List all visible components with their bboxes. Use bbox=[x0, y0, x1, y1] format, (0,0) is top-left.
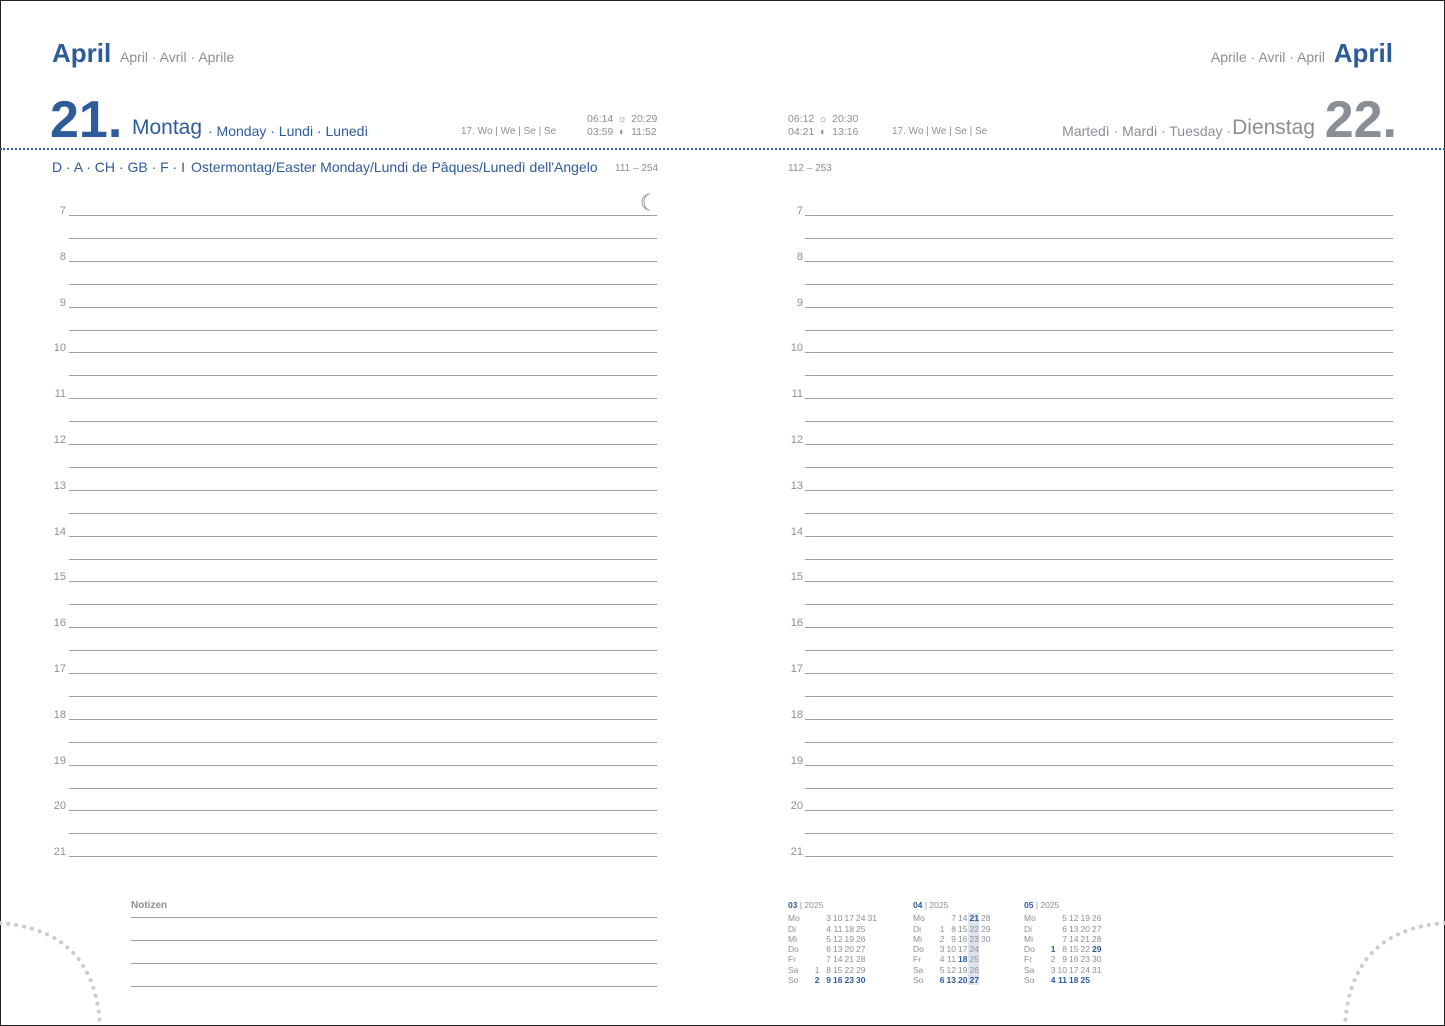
mini-calendar-day: 18 bbox=[958, 954, 968, 965]
right-hour-label: 16 bbox=[790, 617, 803, 630]
mini-calendar-day: 3 bbox=[939, 944, 945, 955]
mini-calendar-day bbox=[866, 965, 878, 975]
left-hour-label: 19 bbox=[53, 754, 66, 767]
holiday-countries: D · A · CH · GB · F · I bbox=[52, 159, 185, 175]
mini-calendar-day: 15 bbox=[958, 923, 968, 934]
mini-calendar-day: 10 bbox=[833, 913, 843, 924]
mini-calendar-day: 6 bbox=[826, 944, 831, 955]
mini-calendar-day: 21 bbox=[968, 913, 980, 923]
left-half-hour-line[interactable] bbox=[69, 696, 657, 697]
right-hour-label: 12 bbox=[790, 434, 803, 446]
mini-calendar-day: 8 bbox=[951, 923, 956, 934]
left-weekday: Montag bbox=[132, 116, 203, 139]
mini-calendar-weekday: Mo bbox=[913, 913, 925, 924]
mini-calendar-header: 05 | 2025 bbox=[1024, 900, 1060, 910]
left-weekday-translations: · Monday · Lundi · Lunedì bbox=[208, 123, 369, 139]
right-hour-label: 17 bbox=[790, 663, 803, 675]
right-half-hour-line[interactable] bbox=[805, 284, 1393, 285]
right-hour-label: 7 bbox=[796, 205, 803, 217]
mini-calendar-day: 18 bbox=[1069, 975, 1079, 986]
mini-calendar-day bbox=[1044, 913, 1056, 923]
mini-calendar-day bbox=[1090, 975, 1102, 985]
right-hour-label: 14 bbox=[790, 525, 803, 538]
mini-calendar-day: 29 bbox=[981, 923, 991, 934]
mini-calendar-day: 3 bbox=[1050, 964, 1056, 975]
mini-calendar-day: 24 bbox=[1080, 964, 1090, 975]
right-half-hour-line[interactable] bbox=[805, 513, 1393, 514]
mini-calendar-day: 7 bbox=[1062, 933, 1067, 944]
left-hour-line[interactable] bbox=[69, 352, 657, 353]
mini-calendar-day bbox=[933, 913, 945, 923]
left-hour-line[interactable] bbox=[69, 581, 657, 582]
left-hour-label: 16 bbox=[53, 617, 66, 630]
mini-calendar-day bbox=[866, 954, 878, 964]
right-hour-label: 19 bbox=[790, 754, 803, 767]
mini-calendar-day: 3 bbox=[826, 913, 831, 924]
moon-icon: ◐ bbox=[820, 126, 827, 138]
mini-calendar-day: 16 bbox=[833, 975, 843, 986]
mini-calendar-day bbox=[808, 934, 820, 944]
right-hour-line[interactable] bbox=[805, 398, 1393, 399]
right-hour-line[interactable] bbox=[805, 627, 1393, 628]
left-sunrise: 06:14 bbox=[587, 113, 614, 125]
mini-calendar-day: 27 bbox=[1092, 923, 1102, 934]
mini-calendar-day: 23 bbox=[1080, 954, 1090, 965]
header-dotted-divider bbox=[0, 148, 1445, 150]
mini-calendar-day bbox=[979, 944, 991, 954]
mini-calendar-day: 5 bbox=[939, 964, 945, 975]
mini-calendar-day: 11 bbox=[833, 923, 843, 934]
left-hour-label: 21 bbox=[53, 846, 66, 859]
mini-calendar-day bbox=[808, 924, 820, 934]
mini-calendar-day: 15 bbox=[833, 964, 843, 975]
mini-calendar-day: 13 bbox=[833, 944, 843, 955]
left-hour-line[interactable] bbox=[69, 856, 657, 857]
mini-calendar-weekday: Fr bbox=[788, 954, 797, 965]
mini-calendar-weekday: Sa bbox=[788, 964, 799, 975]
right-hour-label: 21 bbox=[790, 846, 803, 859]
right-hour-line[interactable] bbox=[805, 765, 1393, 766]
mini-calendar-day: 17 bbox=[844, 913, 854, 924]
decorative-dot-arc-left bbox=[0, 915, 110, 1026]
left-hour-label: 14 bbox=[53, 525, 66, 538]
notes-line[interactable] bbox=[131, 917, 657, 918]
mini-calendar-day: 24 bbox=[968, 944, 980, 954]
left-half-hour-line[interactable] bbox=[69, 330, 657, 331]
left-sun-moon-times bbox=[587, 113, 657, 139]
mini-calendar-day: 22 bbox=[1080, 944, 1090, 955]
left-hour-label: 12 bbox=[53, 434, 66, 446]
mini-calendar-day: 26 bbox=[1092, 913, 1102, 924]
mini-calendar-day: 28 bbox=[856, 954, 866, 965]
right-hour-line[interactable] bbox=[805, 215, 1393, 216]
mini-calendar-weekday: Di bbox=[1024, 923, 1033, 934]
left-hour-label: 15 bbox=[53, 571, 66, 584]
left-half-hour-line[interactable] bbox=[69, 421, 657, 422]
left-moonset: 11:52 bbox=[631, 126, 657, 138]
mini-calendar-weekday: Do bbox=[913, 944, 924, 955]
mini-calendar-day: 28 bbox=[1092, 933, 1102, 944]
left-hour-label: 7 bbox=[59, 205, 66, 217]
right-hour-line[interactable] bbox=[805, 719, 1393, 720]
left-half-hour-line[interactable] bbox=[69, 559, 657, 560]
mini-calendar-weekday: Fr bbox=[1024, 954, 1033, 965]
mini-calendar-day: 25 bbox=[968, 954, 980, 964]
right-half-hour-line[interactable] bbox=[805, 375, 1393, 376]
moon-icon: ◐ bbox=[619, 126, 626, 138]
right-hour-line[interactable] bbox=[805, 581, 1393, 582]
right-half-hour-line[interactable] bbox=[805, 833, 1393, 834]
mini-calendar-day bbox=[866, 934, 878, 944]
right-sun-moon-times bbox=[788, 113, 858, 139]
left-half-hour-line[interactable] bbox=[69, 513, 657, 514]
mini-calendar-day: 17 bbox=[1069, 964, 1079, 975]
mini-calendar-day: 14 bbox=[958, 913, 968, 924]
mini-calendar-day: 30 bbox=[981, 933, 991, 944]
left-hour-label: 11 bbox=[54, 388, 66, 401]
right-half-hour-line[interactable] bbox=[805, 559, 1393, 560]
notes-line[interactable] bbox=[131, 963, 657, 964]
mini-calendar-day: 19 bbox=[958, 964, 968, 975]
mini-calendar-april bbox=[913, 900, 991, 985]
left-hour-line[interactable] bbox=[69, 765, 657, 766]
mini-calendar-day: 21 bbox=[1080, 933, 1090, 944]
mini-calendar-header: 04 | 2025 bbox=[913, 900, 949, 910]
mini-calendar-weekday: Do bbox=[1024, 944, 1035, 955]
mini-calendar-day: 10 bbox=[1057, 964, 1067, 975]
mini-calendar-day: 16 bbox=[958, 933, 968, 944]
mini-calendar-day bbox=[1044, 934, 1056, 944]
mini-calendar-day: 5 bbox=[1062, 913, 1067, 924]
mini-calendar-day: 8 bbox=[1062, 944, 1067, 955]
right-sunset: 20:30 bbox=[832, 113, 859, 125]
right-hour-label: 13 bbox=[790, 479, 803, 492]
mini-calendar-weekday: Mo bbox=[1024, 913, 1036, 924]
right-half-hour-line[interactable] bbox=[805, 650, 1393, 651]
left-half-hour-line[interactable] bbox=[69, 788, 657, 789]
left-half-hour-line[interactable] bbox=[69, 238, 657, 239]
notes-line[interactable] bbox=[131, 986, 657, 987]
left-hour-line[interactable] bbox=[69, 673, 657, 674]
right-month-title: April bbox=[1333, 38, 1393, 68]
mini-calendar-day: 26 bbox=[968, 965, 980, 975]
mini-calendar-day: 24 bbox=[856, 913, 866, 924]
right-half-hour-line[interactable] bbox=[805, 330, 1393, 331]
mini-calendar-day bbox=[979, 965, 991, 975]
right-hour-line[interactable] bbox=[805, 307, 1393, 308]
left-half-hour-line[interactable] bbox=[69, 833, 657, 834]
mini-calendar-day: 28 bbox=[981, 913, 991, 924]
right-hour-line[interactable] bbox=[805, 536, 1393, 537]
right-hour-label: 15 bbox=[790, 571, 803, 584]
mini-calendar-day: 27 bbox=[968, 975, 980, 985]
crescent-moon-icon bbox=[640, 193, 656, 211]
mini-calendar-day: 30 bbox=[1092, 954, 1102, 965]
left-day-of-year: 111 – 254 bbox=[615, 163, 659, 174]
notes-title: Notizen bbox=[131, 900, 168, 911]
mini-calendar-day: 1 bbox=[1050, 944, 1056, 955]
left-half-hour-line[interactable] bbox=[69, 375, 657, 376]
mini-calendar-day: 13 bbox=[946, 975, 956, 986]
mini-calendar-day: 7 bbox=[826, 954, 831, 965]
mini-calendar-day: 25 bbox=[856, 923, 866, 934]
left-hour-line[interactable] bbox=[69, 307, 657, 308]
left-hour-label: 13 bbox=[53, 479, 66, 492]
mini-calendar-day: 9 bbox=[1062, 954, 1067, 965]
mini-calendar-day bbox=[808, 944, 820, 954]
right-half-hour-line[interactable] bbox=[805, 788, 1393, 789]
mini-calendar-day: 12 bbox=[946, 964, 956, 975]
left-hour-line[interactable] bbox=[69, 627, 657, 628]
mini-calendar-day: 6 bbox=[1062, 923, 1067, 934]
mini-calendar-day: 6 bbox=[939, 975, 945, 986]
sun-icon: ☼ bbox=[617, 113, 628, 125]
mini-calendar-day: 31 bbox=[867, 913, 877, 924]
mini-calendar-weekday: Sa bbox=[1024, 964, 1035, 975]
right-weekday-translations: Martedì · Mardi · Tuesday · bbox=[1062, 123, 1231, 139]
mini-calendar-day: 10 bbox=[946, 944, 956, 955]
mini-calendar-day: 29 bbox=[856, 964, 866, 975]
left-half-hour-line[interactable] bbox=[69, 650, 657, 651]
right-hour-line[interactable] bbox=[805, 810, 1393, 811]
mini-calendar-weekday: Mi bbox=[913, 933, 922, 944]
mini-calendar-weekday: Di bbox=[788, 923, 797, 934]
mini-calendar-day bbox=[866, 944, 878, 954]
mini-calendar-day: 19 bbox=[1080, 913, 1090, 924]
mini-calendar-day: 11 bbox=[1058, 975, 1067, 986]
left-hour-line[interactable] bbox=[69, 444, 657, 445]
mini-calendar-march bbox=[788, 900, 877, 985]
sun-icon: ☼ bbox=[818, 113, 829, 125]
mini-calendar-may bbox=[1024, 900, 1102, 985]
mini-calendar-day: 19 bbox=[844, 933, 854, 944]
right-hour-label: 10 bbox=[790, 342, 803, 355]
right-month-translations: Aprile · Avril · April bbox=[1210, 49, 1325, 65]
mini-calendar-day: 21 bbox=[844, 954, 854, 965]
mini-calendar-weekday: So bbox=[1024, 975, 1035, 986]
mini-calendar-day: 26 bbox=[856, 933, 866, 944]
mini-calendar-day: 14 bbox=[833, 954, 843, 965]
left-hour-line[interactable] bbox=[69, 398, 657, 399]
left-hour-label: 9 bbox=[59, 296, 66, 309]
right-hour-label: 20 bbox=[790, 800, 803, 813]
right-weekday: Dienstag bbox=[1232, 116, 1315, 139]
right-half-hour-line[interactable] bbox=[805, 742, 1393, 743]
mini-calendar-day: 1 bbox=[814, 964, 820, 975]
left-hour-line[interactable] bbox=[69, 215, 657, 216]
mini-calendar-weekday: So bbox=[913, 975, 924, 986]
right-half-hour-line[interactable] bbox=[805, 238, 1393, 239]
left-hour-line[interactable] bbox=[69, 810, 657, 811]
right-hour-line[interactable] bbox=[805, 261, 1393, 262]
mini-calendar-day: 12 bbox=[1069, 913, 1079, 924]
mini-calendar-day: 20 bbox=[844, 944, 854, 955]
mini-calendar-day bbox=[1044, 924, 1056, 934]
left-half-hour-line[interactable] bbox=[69, 467, 657, 468]
mini-calendar-day: 5 bbox=[826, 933, 831, 944]
mini-calendar-day: 4 bbox=[939, 954, 945, 965]
mini-calendar-day bbox=[866, 924, 878, 934]
right-hour-label: 8 bbox=[796, 250, 803, 263]
right-hour-label: 18 bbox=[790, 708, 803, 721]
mini-calendar-day: 2 bbox=[1050, 954, 1056, 965]
mini-calendar-day bbox=[808, 913, 820, 923]
mini-calendar-day: 23 bbox=[968, 934, 980, 944]
mini-calendar-day: 11 bbox=[947, 954, 956, 965]
mini-calendar-day: 13 bbox=[1069, 923, 1079, 934]
mini-calendar-day: 30 bbox=[856, 975, 866, 986]
mini-calendar-weekday: Mi bbox=[1024, 933, 1033, 944]
mini-calendar-weekday: Sa bbox=[913, 964, 924, 975]
holiday-name: Ostermontag/Easter Monday/Lundi de Pâques/Lunedì dell'Angelo bbox=[191, 159, 598, 175]
left-month-translations: April · Avril · Aprile bbox=[120, 49, 235, 65]
mini-calendar-day: 14 bbox=[1069, 933, 1079, 944]
mini-calendar-weekday: Mi bbox=[788, 933, 797, 944]
mini-calendar-day: 18 bbox=[844, 923, 854, 934]
left-hour-label: 10 bbox=[53, 342, 66, 355]
right-moonset: 13:16 bbox=[832, 126, 859, 138]
mini-calendar-weekday: Di bbox=[913, 923, 922, 934]
mini-calendar-day: 7 bbox=[951, 913, 956, 924]
mini-calendar-weekday: Fr bbox=[913, 954, 922, 965]
mini-calendar-day: 27 bbox=[856, 944, 866, 955]
mini-calendar-day: 20 bbox=[1080, 923, 1090, 934]
mini-calendar-day: 12 bbox=[833, 933, 843, 944]
right-half-hour-line[interactable] bbox=[805, 604, 1393, 605]
mini-calendar-day: 9 bbox=[951, 933, 956, 944]
mini-calendar-day bbox=[979, 954, 991, 964]
mini-calendar-day: 20 bbox=[958, 975, 968, 986]
mini-calendar-day: 23 bbox=[844, 975, 854, 986]
right-hour-line[interactable] bbox=[805, 856, 1393, 857]
mini-calendar-day: 1 bbox=[939, 923, 945, 934]
mini-calendar-day: 2 bbox=[939, 933, 945, 944]
left-hour-line[interactable] bbox=[69, 490, 657, 491]
decorative-dot-arc-right bbox=[1335, 915, 1445, 1026]
mini-calendar-day: 17 bbox=[958, 944, 968, 955]
mini-calendar-day: 25 bbox=[1080, 975, 1090, 986]
left-hour-label: 20 bbox=[53, 800, 66, 813]
mini-calendar-day: 31 bbox=[1092, 964, 1102, 975]
left-hour-label: 8 bbox=[59, 250, 66, 263]
right-week-info: 17. Wo | We | Se | Se bbox=[892, 126, 988, 137]
mini-calendar-weekday: So bbox=[788, 975, 799, 986]
mini-calendar-day: 9 bbox=[826, 975, 831, 986]
left-week-info: 17. Wo | We | Se | Se bbox=[461, 126, 557, 137]
right-hour-label: 11 bbox=[791, 388, 803, 401]
mini-calendar-header: 03 | 2025 bbox=[788, 900, 824, 910]
mini-calendar-weekday: Do bbox=[788, 944, 799, 955]
left-half-hour-line[interactable] bbox=[69, 604, 657, 605]
mini-calendar-day: 8 bbox=[826, 964, 831, 975]
left-month-title: April bbox=[52, 38, 112, 68]
mini-calendar-day: 29 bbox=[1092, 944, 1102, 955]
right-moonrise: 04:21 bbox=[788, 126, 815, 138]
left-sunset: 20:29 bbox=[631, 113, 658, 125]
right-hour-line[interactable] bbox=[805, 444, 1393, 445]
left-moonrise: 03:59 bbox=[587, 126, 614, 138]
left-half-hour-line[interactable] bbox=[69, 284, 657, 285]
notes-line[interactable] bbox=[131, 940, 657, 941]
left-hour-line[interactable] bbox=[69, 536, 657, 537]
right-hour-line[interactable] bbox=[805, 673, 1393, 674]
left-hour-label: 17 bbox=[53, 663, 66, 675]
mini-calendar-day: 4 bbox=[1050, 975, 1056, 986]
mini-calendar-day: 15 bbox=[1069, 944, 1079, 955]
left-half-hour-line[interactable] bbox=[69, 742, 657, 743]
right-hour-line[interactable] bbox=[805, 352, 1393, 353]
left-hour-line[interactable] bbox=[69, 261, 657, 262]
right-sunrise: 06:12 bbox=[788, 113, 815, 125]
right-half-hour-line[interactable] bbox=[805, 467, 1393, 468]
mini-calendar-day: 16 bbox=[1069, 954, 1079, 965]
mini-calendar-day: 4 bbox=[826, 923, 831, 934]
left-hour-label: 18 bbox=[53, 708, 66, 721]
right-day-of-year: 112 – 253 bbox=[788, 163, 832, 174]
right-half-hour-line[interactable] bbox=[805, 696, 1393, 697]
mini-calendar-weekday: Mo bbox=[788, 913, 800, 924]
right-day-number: 22. bbox=[1324, 91, 1397, 149]
left-hour-line[interactable] bbox=[69, 719, 657, 720]
mini-calendar-day: 2 bbox=[814, 975, 820, 986]
mini-calendar-day: 22 bbox=[844, 964, 854, 975]
mini-calendar-day: 22 bbox=[968, 924, 980, 934]
right-hour-line[interactable] bbox=[805, 490, 1393, 491]
mini-calendar-day bbox=[808, 954, 820, 964]
right-hour-label: 9 bbox=[796, 296, 803, 309]
mini-calendar-day bbox=[979, 975, 991, 985]
left-day-number: 21. bbox=[50, 91, 123, 149]
mini-calendar-day bbox=[866, 975, 878, 985]
right-half-hour-line[interactable] bbox=[805, 421, 1393, 422]
